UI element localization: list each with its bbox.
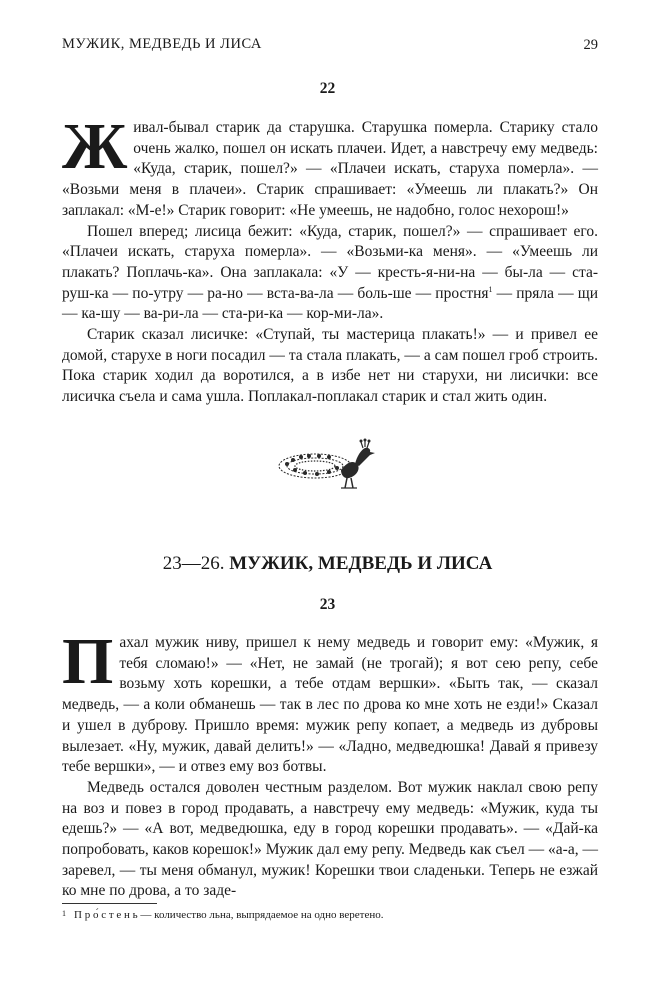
footnote xyxy=(62,908,384,922)
footnote-marker: 1 xyxy=(62,909,66,918)
footnote-reference[interactable]: 1 xyxy=(488,284,493,294)
tale-22-number: 22 xyxy=(319,80,336,97)
tale-22-paragraph-3: Старик сказал лисичке: «Ступай, ты мастерица плакать!» — и привел ее домой, старухе в ноги посадил — та стала плакать, — а сам пошел гроб строить. Пока старик ходил да воротился, а в избе нет ни старухи, ни лисички: все лисичка съела и сама ушла. Поплакал-поплакал старик и стал жить один. xyxy=(62,326,598,406)
tale-22-paragraph-1 xyxy=(62,110,598,222)
footnote-text: — количество льна, выпрядаемое на одно веретено. xyxy=(137,909,384,921)
paragraph-text: — пряла — щи — ка-шу — ва-ри-ла — ста-ри-ка — кор-ми-ла». xyxy=(62,284,598,323)
tale-23-paragraph-1 xyxy=(62,625,598,778)
dropcap: П xyxy=(62,625,114,698)
tale-22-paragraph-2 xyxy=(62,222,598,326)
footnote-divider xyxy=(62,903,157,904)
running-title: МУЖИК, МЕДВЕДЬ И ЛИСА xyxy=(62,36,262,52)
paragraph-text: ивал-бывал старик да старушка. Старушка померла. Старику стало очень жалко, пошел он искать плачеи. Идет, а навстречу ему медведь: «Куда, старик, пошел?» — «Плачеи искать, старуха померла». — «Возьми меня в плачеи». Старик спрашивает: «Умеешь ли плакать?» Он заплакал: «М-е!» Старик говорит: «Не умеешь, не надобно, голос нехорош!» xyxy=(62,119,598,219)
tale-23-number: 23 xyxy=(319,596,336,613)
tale-22-text xyxy=(62,110,598,408)
tale-23-paragraph-2: Медведь остался доволен честным разделом. Вот мужик наклал свою репу на воз и повез в город продавать, а навстречу ему медведь: «Мужик, куда ты едешь?» — «А вот, медведюшка, еду в город корешки продавать». — «Дай-ка попробовать, каков корешок!» Мужик дал ему репу. Медведь как съел — «а-а, — заревел, — ты меня обманул, мужик! Корешки твои сладеньки. Теперь не езжай ко мне по дрова, а то заде- xyxy=(62,778,598,900)
peacock-ornament xyxy=(275,436,387,494)
paragraph-text: ахал мужик ниву, пришел к нему медведь и говорит ему: «Мужик, я тебя сломаю!» — «Нет, не замай (не трогай); я вот сею репу, себе возьму хоть корешки, а тебе отдам вершки». «Быть так, — сказал медведь, — а коли обманешь — так в лес по дрова ко мне хоть не езди!» Сказал и ушел в дуброву. Пришло время: мужик репу копает, а медведь из дубровы вылезает. «Ну, мужик, давай делить!» — «Ладно, медведюшка! Давай я привезу тебе вершки», — и отвез ему воз ботвы. xyxy=(62,634,598,776)
section-range: 23—26. xyxy=(162,553,230,574)
section-heading xyxy=(0,553,655,575)
section-title: МУЖИК, МЕДВЕДЬ И ЛИСА xyxy=(229,553,493,574)
tale-23-text xyxy=(62,625,598,902)
footnote-term: П р о́ с т е н ь xyxy=(74,909,138,921)
page-number: 29 xyxy=(583,37,598,53)
paragraph-text: Пошел вперед; лисица бежит: «Куда, старик, пошел?» — спрашивает его. «Плачеи искать, старуха померла». — «Возьми-ка меня». — «Умеешь ли плакать? Поплачь-ка». Она заплакала: «У — кресть-я-ни-на — бы-ла — ста-руш-ка — по-утру — ра-но — вста-ва-ла — боль-ше — простня xyxy=(62,222,598,302)
dropcap: Ж xyxy=(62,110,128,183)
